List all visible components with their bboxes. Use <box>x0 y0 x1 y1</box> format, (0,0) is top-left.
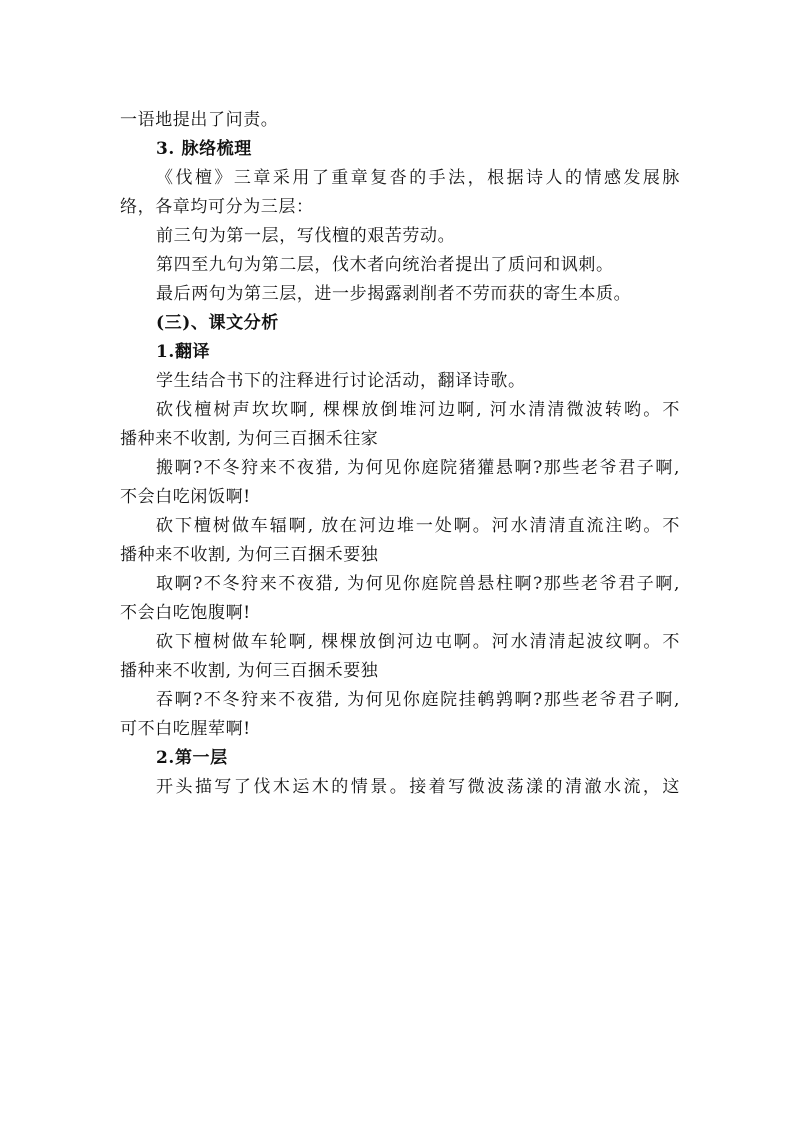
text-line: 络，各章均可分为三层： <box>120 197 314 217</box>
text-line: 搬啊?不冬狩来不夜猎, 为何见你庭院猪獾悬啊?那些老爷君子啊, <box>156 458 680 478</box>
text-line: 最后两句为第三层，进一步揭露剥削者不劳而获的寄生本质。 <box>156 284 632 304</box>
section-heading: (三)、课文分析 <box>156 313 279 333</box>
text-line: 不会白吃饱腹啊! <box>120 603 251 623</box>
text-line: 《伐檀》三章采用了重章复沓的手法，根据诗人的情感发展脉 <box>156 168 680 188</box>
text-line: 可不白吃腥荤啊! <box>120 719 251 739</box>
text-line: 播种来不收割, 为何三百捆禾往家 <box>120 429 379 449</box>
text-line: 一语地提出了问责。 <box>120 110 279 130</box>
section-heading: 1.翻译 <box>156 342 211 362</box>
text-line: 砍下檀树做车轮啊, 棵棵放倒河边屯啊。河水清清起波纹啊。不 <box>156 632 680 652</box>
text-line: 开头描写了伐木运木的情景。接着写微波荡漾的清澈水流，这 <box>156 777 680 797</box>
section-heading: 2.第一层 <box>156 748 228 768</box>
text-line: 学生结合书下的注释进行讨论活动，翻译诗歌。 <box>156 371 526 391</box>
text-line: 第四至九句为第二层，伐木者向统治者提出了质问和讽刺。 <box>156 255 614 275</box>
document-page <box>120 106 680 802</box>
text-line: 播种来不收割, 为何三百捆禾要独 <box>120 661 379 681</box>
text-line: 前三句为第一层，写伐檀的艰苦劳动。 <box>156 226 456 246</box>
text-line: 取啊?不冬狩来不夜猎, 为何见你庭院兽悬柱啊?那些老爷君子啊, <box>156 574 680 594</box>
text-line: 播种来不收割, 为何三百捆禾要独 <box>120 545 379 565</box>
text-line: 砍伐檀树声坎坎啊, 棵棵放倒堆河边啊, 河水清清微波转哟。不 <box>156 400 680 420</box>
text-line: 砍下檀树做车辐啊, 放在河边堆一处啊。河水清清直流注哟。不 <box>156 516 680 536</box>
text-line: 不会白吃闲饭啊! <box>120 487 251 507</box>
section-heading: 3. 脉络梳理 <box>156 139 252 159</box>
text-line: 吞啊?不冬狩来不夜猎, 为何见你庭院挂鹌鹑啊?那些老爷君子啊, <box>156 690 680 710</box>
